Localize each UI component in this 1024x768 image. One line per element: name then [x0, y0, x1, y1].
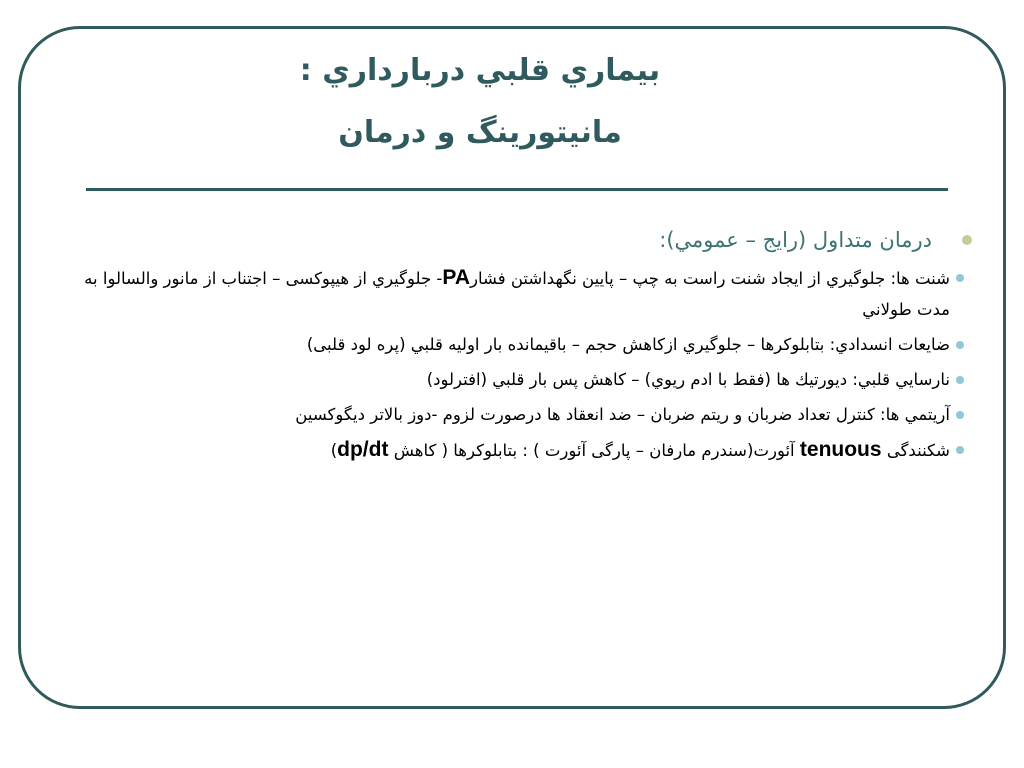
item-latin-term: dp/dt	[337, 438, 389, 461]
item-text: - جلوگيري از هيپوكسى – اجتناب از مانور والسالوا به مدت طولاني	[84, 269, 950, 319]
title-line-1: بيماري قلبي دربارداري :	[299, 53, 661, 88]
item-text: ضايعات انسدادي: بتابلوكرها – جلوگيري ازكاهش حجم – باقيمانده بار اوليه قلبي (پره لود قلبى)	[306, 335, 950, 354]
item-latin-term: PA	[442, 266, 471, 289]
item-text: )	[330, 441, 338, 460]
list-item-obstructive	[70, 329, 950, 360]
slide-content	[70, 222, 950, 466]
bullet-icon	[956, 446, 964, 454]
bullet-icon	[956, 411, 964, 419]
section-heading	[70, 222, 950, 258]
item-text: شكنندگى	[886, 441, 950, 460]
item-text: شنت ها: جلوگيري از ايجاد شنت راست به چپ – پايين نگهداشتن فشار	[470, 269, 950, 288]
title-divider	[86, 188, 948, 191]
list-item-aortic-fragility	[70, 434, 950, 466]
item-latin-term: tenuous	[799, 438, 882, 461]
item-text: نارسايي قلبي: ديورتيك ها (فقط با ادم ريوي) – كاهش پس بار قلبي (افترلود)	[426, 370, 950, 389]
list-item-arrhythmia	[70, 399, 950, 430]
item-text: آريتمي ها: كنترل تعداد ضربان و ريتم ضربان – ضد انعقاد ها درصورت لزوم -دوز بالاتر ديگوكسين	[295, 405, 950, 424]
list-item-shunts	[70, 262, 950, 325]
bullet-icon	[962, 235, 972, 245]
title-line-2: مانيتورينگ و درمان	[338, 115, 622, 150]
slide-title	[100, 40, 860, 164]
list-item-heart-failure	[70, 364, 950, 395]
bullet-icon	[956, 341, 964, 349]
section-heading-text: درمان متداول (رايج – عمومي):	[659, 228, 932, 252]
bullet-icon	[956, 376, 964, 384]
bullet-icon	[956, 274, 964, 282]
item-text: آئورت(سندرم مارفان – پارگى آئورت ) : بتابلوكرها ( كاهش	[393, 441, 795, 460]
